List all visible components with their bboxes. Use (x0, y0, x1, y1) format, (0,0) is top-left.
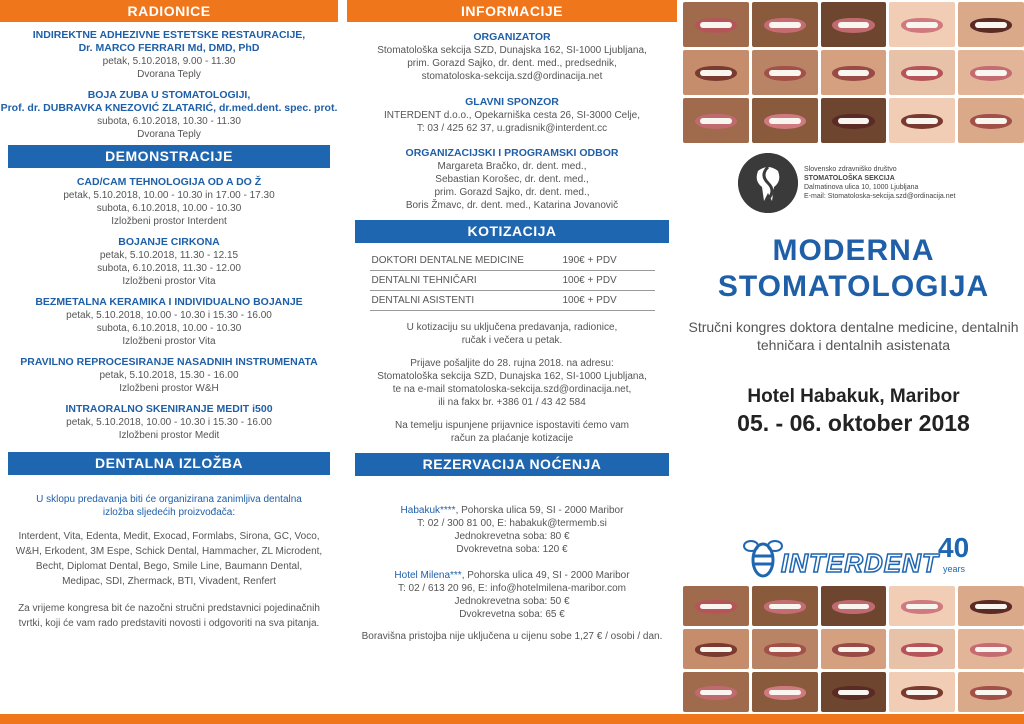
hotel-line: Jednokrevetna soba: 50 € (454, 596, 570, 607)
smile-photo-grid-top (683, 2, 1024, 143)
hotel-name: Hotel Milena*** (394, 570, 462, 581)
smile-photo (683, 629, 749, 669)
sponsor-block (347, 96, 677, 135)
smile-photo (889, 586, 955, 626)
izlozba-intro-line: izložba sljedećih proizvođača: (102, 507, 236, 518)
smile-photo (821, 2, 887, 47)
workshop-speaker: Prof. dr. DUBRAVKA KNEZOVIĆ ZLATARIĆ, dr.med.dent. spec. prot. (0, 102, 338, 114)
demo-title: CAD/CAM TEHNOLOGIJA OD A DO Ž (76, 176, 262, 188)
event-dates: 05. - 06. oktober 2018 (737, 410, 970, 436)
izlozba-outro (0, 601, 338, 631)
exhibitor-line: Becht, Diplomat Dental, Bego, Smile Line, Baumann Dental, (35, 561, 303, 572)
smile-photo (683, 2, 749, 47)
smile-photo (683, 98, 749, 143)
demo-line: Izložbeni prostor Vita (122, 336, 216, 347)
smile-photo (889, 672, 955, 712)
invoice-line: račun za plaćanje kotizacije (450, 433, 574, 444)
hotel-line: T: 02 / 613 20 96, E: info@hotelmilena-maribor.com (397, 583, 627, 594)
workshop-title: BOJA ZUBA U STOMATOLOGIJI, (87, 89, 251, 101)
board-line: Sebastian Korošec, dr. dent. med., (435, 174, 589, 185)
kotizacija-header: KOTIZACIJA (355, 220, 669, 243)
venue: Hotel Habakuk, Maribor (747, 386, 960, 407)
workshop-speaker: Dr. MARCO FERRARI Md, DMD, PhD (78, 42, 260, 54)
smile-photo (752, 629, 818, 669)
invoice-note (347, 419, 677, 445)
application-line: te na e-mail stomatoloska-sekcija.szd@ordinacija.net, (392, 384, 632, 395)
smile-photo (889, 98, 955, 143)
title-line-2: STOMATOLOGIJA (717, 270, 990, 303)
sponsor-line: T: 03 / 425 62 37, u.gradisnik@interdent.cc (416, 123, 608, 134)
organizer-block (347, 31, 677, 83)
organizer-title: ORGANIZATOR (473, 31, 551, 43)
demo-4 (0, 356, 338, 395)
exhibitor-line: W&H, Erkodent, 3M Espe, Schick Dental, Hammacher, ZL Microdent, (15, 546, 323, 557)
workshop-time: petak, 5.10.2018, 9.00 - 11.30 (102, 56, 236, 67)
smile-photo (958, 586, 1024, 626)
izlozba-intro (0, 493, 338, 519)
workshop-2 (0, 89, 338, 141)
fee-label: DENTALNI TEHNIČARI (370, 271, 561, 291)
invoice-line: Na temelju ispunjene prijavnice ispostaviti ćemo vam (395, 420, 629, 431)
table-row (370, 271, 655, 291)
organizer-line: prim. Gorazd Sajko, dr. dent. med., predsednik, (407, 58, 617, 69)
hotel-address: , Pohorska ulica 59, SI - 2000 Maribor (455, 505, 624, 516)
hotel-1 (347, 504, 677, 556)
outro-line: Za vrijeme kongresa bit će nazočni stručni predstavnici pojedinačnih (18, 603, 320, 614)
hotel-name: Habakuk**** (400, 505, 456, 516)
demo-line: petak, 5.10.2018, 10.00 - 10.30 i 15.30 - 16.00 (66, 417, 272, 428)
society-logo (738, 153, 968, 219)
fee-note-line: ručak i večera u petak. (461, 335, 563, 346)
smile-photo (752, 672, 818, 712)
izlozba-intro-line: U sklopu predavanja biti će organizirana zanimljiva dentalna (36, 494, 302, 505)
smile-photo (958, 672, 1024, 712)
society-text (804, 165, 955, 201)
demo-title: BOJANJE CIRKONA (118, 236, 220, 248)
fee-label: DENTALNI ASISTENTI (370, 291, 561, 311)
fee-table (370, 251, 655, 311)
hotel-2 (347, 569, 677, 621)
subtitle-line-2: tehničara i dentalnih asistenata (756, 337, 951, 353)
smile-photo (752, 98, 818, 143)
demo-line: Izložbeni prostor W&H (119, 383, 219, 394)
fee-price: 100€ + PDV (561, 291, 655, 311)
smile-photo (958, 98, 1024, 143)
brand-40: 40 (938, 532, 970, 563)
society-line: Dalmatinova ulica 10, 1000 Ljubljana (804, 184, 919, 191)
workshop-title: INDIREKTNE ADHEZIVNE ESTETSKE RESTAURACIJE, (32, 29, 306, 41)
application-line: Prijave pošaljite do 28. rujna 2018. na adresu: (410, 358, 614, 369)
subtitle-line-1: Stručni kongres doktora dentalne medicine, dentalnih (688, 319, 1019, 335)
fee-label: DOKTORI DENTALNE MEDICINE (370, 251, 561, 271)
demo-line: petak, 5.10.2018, 10.00 - 10.30 i 15.30 - 16.00 (66, 310, 272, 321)
smile-photo (889, 629, 955, 669)
hotel-line: Dvokrevetna soba: 120 € (456, 544, 568, 555)
board-block (347, 147, 677, 212)
board-title: ORGANIZACIJSKI I PROGRAMSKI ODBOR (405, 147, 619, 159)
society-line: STOMATOLOŠKA SEKCIJA (804, 175, 895, 182)
fee-note (347, 321, 677, 347)
demo-line: subota, 6.10.2018, 10.00 - 10.30 (96, 323, 242, 334)
table-row (370, 291, 655, 311)
workshop-1 (0, 29, 338, 81)
left-column (0, 0, 338, 631)
society-line: Slovensko zdravniško društvo (804, 166, 897, 173)
rezervacija-header: REZERVACIJA NOĆENJA (355, 453, 669, 476)
fee-price: 190€ + PDV (561, 251, 655, 271)
board-line: Margareta Bračko, dr. dent. med., (437, 161, 587, 172)
demo-5 (0, 403, 338, 442)
smile-photo-grid-bottom (683, 586, 1024, 712)
demonstracije-header: DEMONSTRACIJE (8, 145, 330, 168)
organizer-line: stomatoloska-sekcija.szd@ordinacija.net (421, 71, 603, 82)
demo-line: Izložbeni prostor Interdent (111, 216, 227, 227)
demo-title: BEZMETALNA KERAMIKA I INDIVIDUALNO BOJANJE (35, 296, 303, 308)
brand-name: INTERDENT (781, 548, 939, 578)
smile-photo (752, 2, 818, 47)
bottom-orange-bar (0, 714, 1024, 724)
hotel-line: Jednokrevetna soba: 80 € (454, 531, 570, 542)
organizer-line: Stomatološka sekcija SZD, Dunajska 162, SI-1000 Ljubljana, (377, 45, 647, 56)
smile-photo (683, 672, 749, 712)
hotel-line: Dvokrevetna soba: 65 € (459, 609, 565, 620)
demo-line: subota, 6.10.2018, 11.30 - 12.00 (97, 263, 241, 274)
hotel-line: T: 02 / 300 81 00, E: habakuk@termemb.si (417, 518, 607, 529)
hotel-address: , Pohorska ulica 49, SI - 2000 Maribor (461, 570, 630, 581)
demo-line: petak, 5.10.2018, 11.30 - 12.15 (99, 250, 239, 261)
outro-line: tvrtki, koji će vam rado predstaviti novosti i odgovoriti na sva pitanja. (18, 618, 320, 629)
table-row (370, 251, 655, 271)
demo-line: subota, 6.10.2018, 10.00 - 10.30 (96, 203, 242, 214)
board-line: prim. Gorazd Sajko, dr. dent. med., (434, 187, 590, 198)
demo-1 (0, 176, 338, 228)
demo-title: INTRAORALNO SKENIRANJE MEDIT i500 (65, 403, 273, 415)
workshop-place: Dvorana Teply (137, 129, 201, 140)
demo-line: Izložbeni prostor Vita (122, 276, 216, 287)
informacije-header: INFORMACIJE (347, 0, 677, 22)
smile-photo (821, 586, 887, 626)
izlozba-header: DENTALNA IZLOŽBA (8, 452, 330, 475)
smile-photo (958, 2, 1024, 47)
tooth-emblem-icon (738, 153, 798, 213)
interdent-logo (743, 532, 983, 582)
demo-3 (0, 296, 338, 348)
application-note (347, 357, 677, 409)
smile-photo (889, 2, 955, 47)
title-line-1: MODERNA (772, 234, 935, 267)
middle-column (347, 0, 677, 643)
workshop-time: subota, 6.10.2018, 10.30 - 11.30 (97, 116, 241, 127)
application-line: ili na fakx br. +386 01 / 43 42 584 (438, 397, 586, 408)
smile-photo (821, 672, 887, 712)
smile-photo (958, 629, 1024, 669)
exhibitor-line: Medipac, SDI, Zhermack, BTI, Vivadent, Renfert (62, 576, 276, 587)
fee-note-line: U kotizaciju su uključena predavanja, radionice, (406, 322, 618, 333)
smile-photo (821, 98, 887, 143)
smile-photo (889, 50, 955, 95)
board-line: Boris Žmavc, dr. dent. med., Katarina Jovanovič (405, 200, 619, 211)
demo-line: petak, 5.10.2018, 15.30 - 16.00 (99, 370, 239, 381)
sponsor-title: GLAVNI SPONZOR (465, 96, 559, 108)
smile-photo (752, 50, 818, 95)
society-line: E-mail: Stomatoloska-sekcija.szd@ordinacija.net (804, 193, 956, 200)
demo-2 (0, 236, 338, 288)
demo-line: Izložbeni prostor Medit (118, 430, 220, 441)
workshop-place: Dvorana Teply (137, 69, 201, 80)
smile-photo (683, 586, 749, 626)
fee-price: 100€ + PDV (561, 271, 655, 291)
smile-photo (821, 50, 887, 95)
exhibitor-list (0, 529, 338, 589)
brand-years: years (943, 564, 966, 574)
application-line: Stomatološka sekcija SZD, Dunajska 162, SI-1000 Ljubljana, (377, 371, 647, 382)
smile-photo (683, 50, 749, 95)
smile-photo (958, 50, 1024, 95)
demo-title: PRAVILNO REPROCESIRANJE NASADNIH INSTRUMENATA (20, 356, 318, 368)
tax-note: Boravišna pristojba nije uključena u cijenu sobe 1,27 € / osobi / dan. (361, 631, 663, 642)
cover-panel (683, 0, 1024, 724)
exhibitor-line: Interdent, Vita, Edenta, Medit, Exocad, Formlabs, Sirona, GC, Voco, (18, 531, 320, 542)
smile-photo (821, 629, 887, 669)
bee-icon (743, 532, 783, 580)
smile-photo (752, 586, 818, 626)
sponsor-line: INTERDENT d.o.o., Opekarniška cesta 26, SI-3000 Celje, (383, 110, 641, 121)
radionice-header: RADIONICE (0, 0, 338, 22)
demo-line: petak, 5.10.2018, 10.00 - 10.30 in 17.00 - 17.30 (63, 190, 275, 201)
